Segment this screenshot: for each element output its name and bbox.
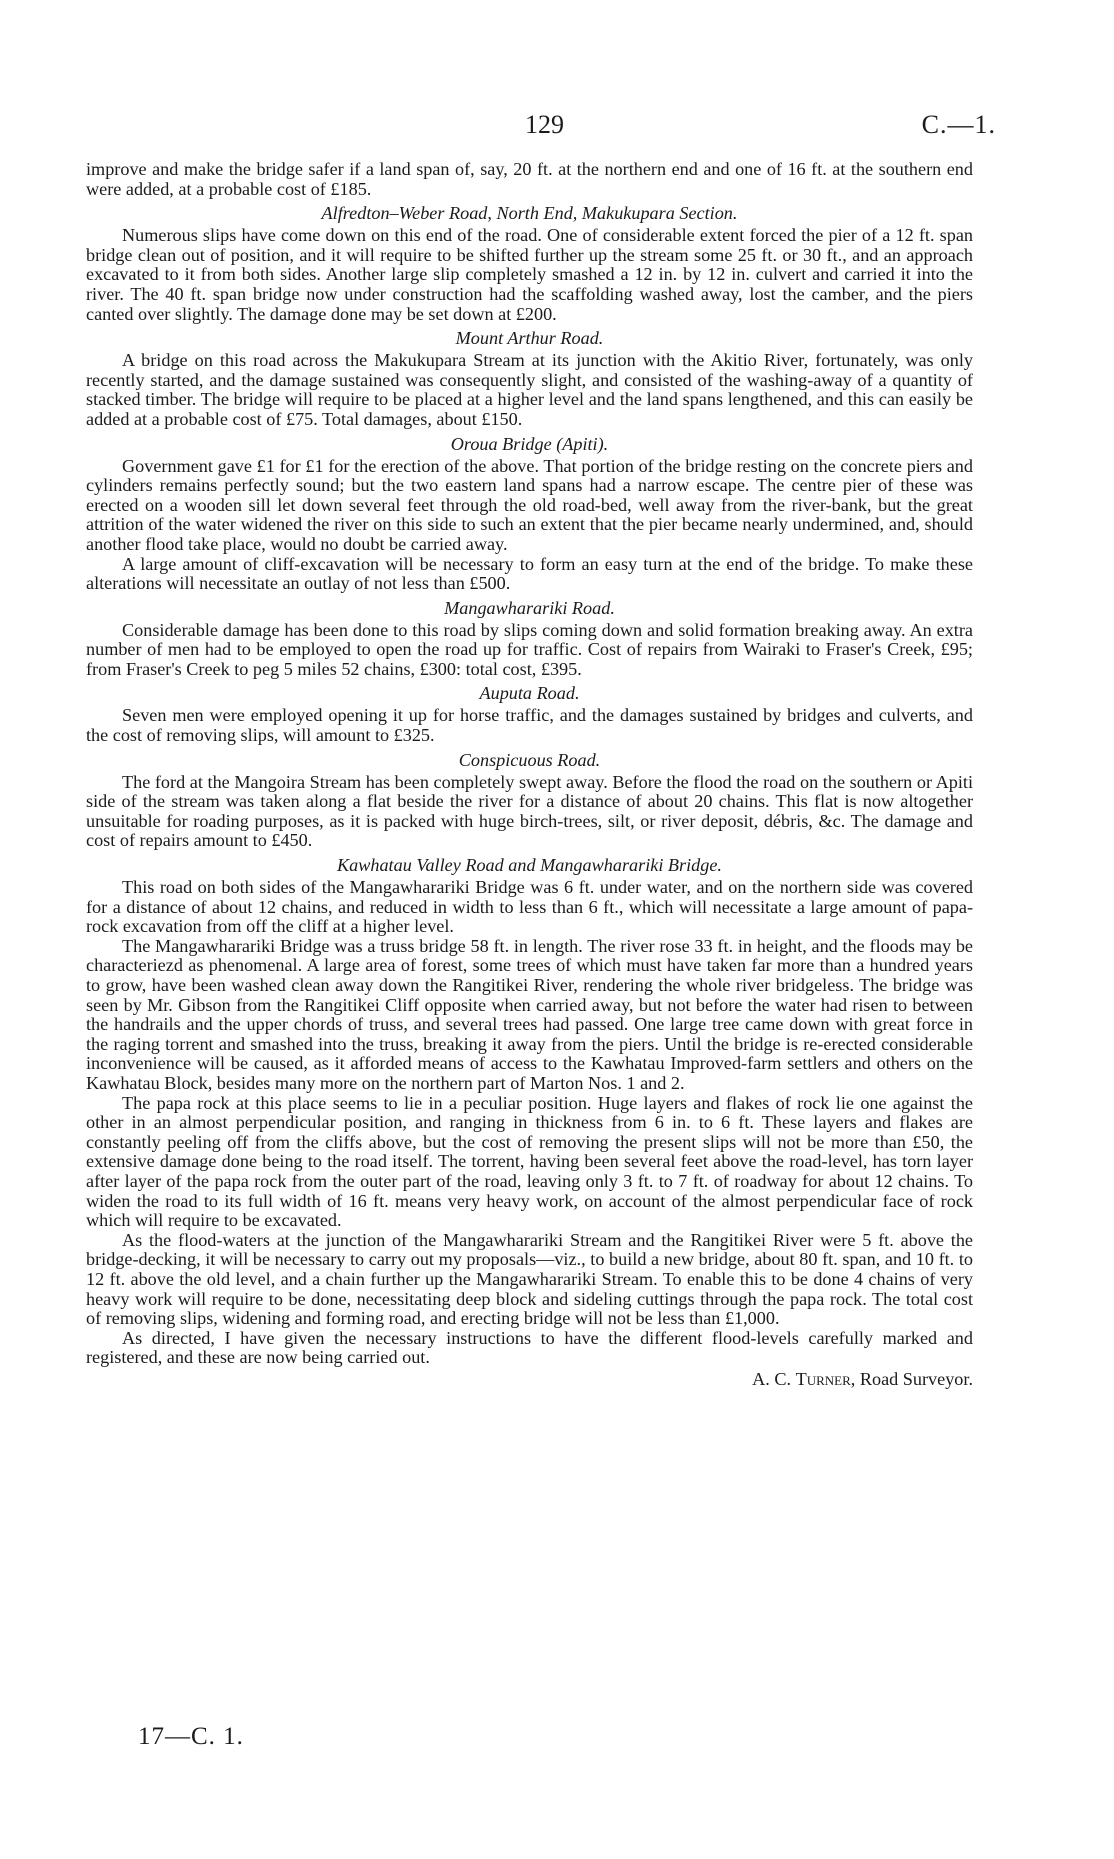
signature-mark: 17—C. 1. — [138, 1723, 244, 1750]
section-heading: Auputa Road. — [479, 683, 580, 704]
page-header — [0, 110, 1114, 146]
page-number: 129 — [525, 110, 564, 139]
section-heading: Oroua Bridge (Apiti). — [450, 433, 609, 454]
paragraph: The ford at the Mangoira Stream has been completely swept away. Before the flood the road on the southern or Apiti side of the stream was taken along a flat beside the river for a distance of about 20 chains. This flat is now altogether unsuitable for roading purposes, as it is packed with huge birch-trees, silt, or river deposit, débris, &c. The damage and cost of repairs amount to £450. — [86, 771, 973, 851]
signature-line — [86, 1370, 973, 1390]
report-body — [86, 160, 973, 1389]
paragraph: Seven men were employed opening it up for horse traffic, and the damages sustained by bridges and culverts, and the cost of removing slips, will amount to £325. — [86, 705, 973, 746]
paragraph: As directed, I have given the necessary instructions to have the different flood-levels carefully marked and registered, and these are now being carried out. — [86, 1327, 973, 1368]
signature-name: Turner — [795, 1368, 851, 1389]
paragraph: Numerous slips have come down on this end of the road. One of considerable extent forced the pier of a 12 ft. span bridge clean out of position, and it will require to be shifted further up the stream some 25 ft. or 30 ft., and an approach excavated to it from both sides. Another large slip completely smashed a 12 in. by 12 in. culvert and carried it into the river. The 40 ft. span bridge now under construction had the scaffolding washed away, lost the camber, and the piers canted over slightly. The damage done may be set down at £200. — [86, 225, 973, 324]
paragraph: A bridge on this road across the Makukupara Stream at its junction with the Akitio River, fortunately, was only recently started, and the damage sustained was consequently slight, and consisted of the washing-away of a quantity of stacked timber. The bridge will require to be placed at a higher level and the land spans lengthened, and this can easily be added at a probable cost of £75. Total damages, about £150. — [86, 350, 973, 429]
paragraph: Considerable damage has been done to this road by slips coming down and solid formation breaking away. An extra number of men had to be employed to open the road up for traffic. Cost of repairs from Wairaki to Fraser's Creek, £95; from Fraser's Creek to peg 5 miles 52 chains, £300: total cost, £395. — [86, 619, 973, 679]
section-heading: Mount Arthur Road. — [455, 328, 604, 349]
paragraph: This road on both sides of the Mangawharariki Bridge was 6 ft. under water, and on the northern side was covered for a distance of about 12 chains, and reduced in width to less than 6 ft., which will necessitate a large amount of papa-rock excavation from off the cliff at a higher level. — [86, 877, 973, 937]
paragraph: The Mangawharariki Bridge was a truss bridge 58 ft. in length. The river rose 33 ft. in height, and the floods may be characteriezd as phenomenal. A large area of forest, some trees of which must have taken far more than a hundred years to grow, have been washed clean away down the Rangitikei River, rendering the whole river bridgeless. The bridge was seen by Mr. Gibson from the Rangitikei Cliff opposite when carried away, but not before the water had risen to between the handrails and the upper chords of truss, and several trees had passed. One large tree came down with great force in the raging torrent and smashed into the truss, breaking it away from the piers. Until the bridge is re-erected considerable inconvenience will be caused, as it afforded means of access to the Kawhatau Improved-farm settlers and others on the Kawhatau Block, besides many more on the northern part of Marton Nos. 1 and 2. — [86, 935, 973, 1093]
section-heading: Kawhatau Valley Road and Mangawharariki Bridge. — [337, 855, 722, 876]
paragraph: A large amount of cliff-excavation will be necessary to form an easy turn at the end of the bridge. To make these alterations will necessitate an outlay of not less than £500. — [86, 553, 973, 594]
paragraph: As the flood-waters at the junction of the Mangawharariki Stream and the Rangitikei River were 5 ft. above the bridge-decking, it will be necessary to carry out my proposals—viz., to build a new bridge, about 80 ft. span, and 10 ft. to 12 ft. above the old level, and a chain further up the Mangawharariki Stream. To enable this to be done 4 chains of very heavy work will require to be done, necessitating deep block and sideling cuttings through the papa rock. The total cost of removing slips, widening and forming road, and erecting bridge will not be less than £1,000. — [86, 1229, 973, 1329]
paper-series: C.—1. — [921, 110, 996, 139]
section-heading: Conspicuous Road. — [458, 749, 601, 770]
signature-initials: A. C. — [752, 1368, 792, 1389]
section-heading: Alfredton–Weber Road, North End, Makukupara Section. — [321, 203, 738, 224]
paragraph: The papa rock at this place seems to lie in a peculiar position. Huge layers and flakes of rock lie one against the other in an almost perpendicular position, and ranging in thickness from 6 in. to 6 ft. These layers and flakes are constantly peeling off from the cliffs above, but the cost of removing the present slips will not be more than £50, the extensive damage done being to the road itself. The torrent, having been several feet above the road-level, has torn layer after layer of the papa rock from the outer part of the road, leaving only 3 ft. to 7 ft. of roadway for about 12 chains. To widen the road to its full width of 16 ft. means very heavy work, on account of the almost perpendicular face of rock which will require to be excavated. — [86, 1092, 973, 1231]
paragraph: Government gave £1 for £1 for the erection of the above. That portion of the bridge resting on the concrete piers and cylinders remains perfectly sound; but the two eastern land spans had a narrow escape. The centre pier of these was erected on a wooden sill let down several feet through the old road-bed, well away from the river-bank, but the great attrition of the water widened the river on this side to such an extent that the pier became nearly undermined, and, should another flood take place, would no doubt be carried away. — [86, 455, 973, 554]
intro-paragraph: improve and make the bridge safer if a land span of, say, 20 ft. at the northern end and one of 16 ft. at the southern end were added, at a probable cost of £185. — [86, 159, 973, 199]
signature-title: , Road Surveyor. — [850, 1368, 973, 1389]
section-heading: Mangawharariki Road. — [444, 597, 615, 618]
